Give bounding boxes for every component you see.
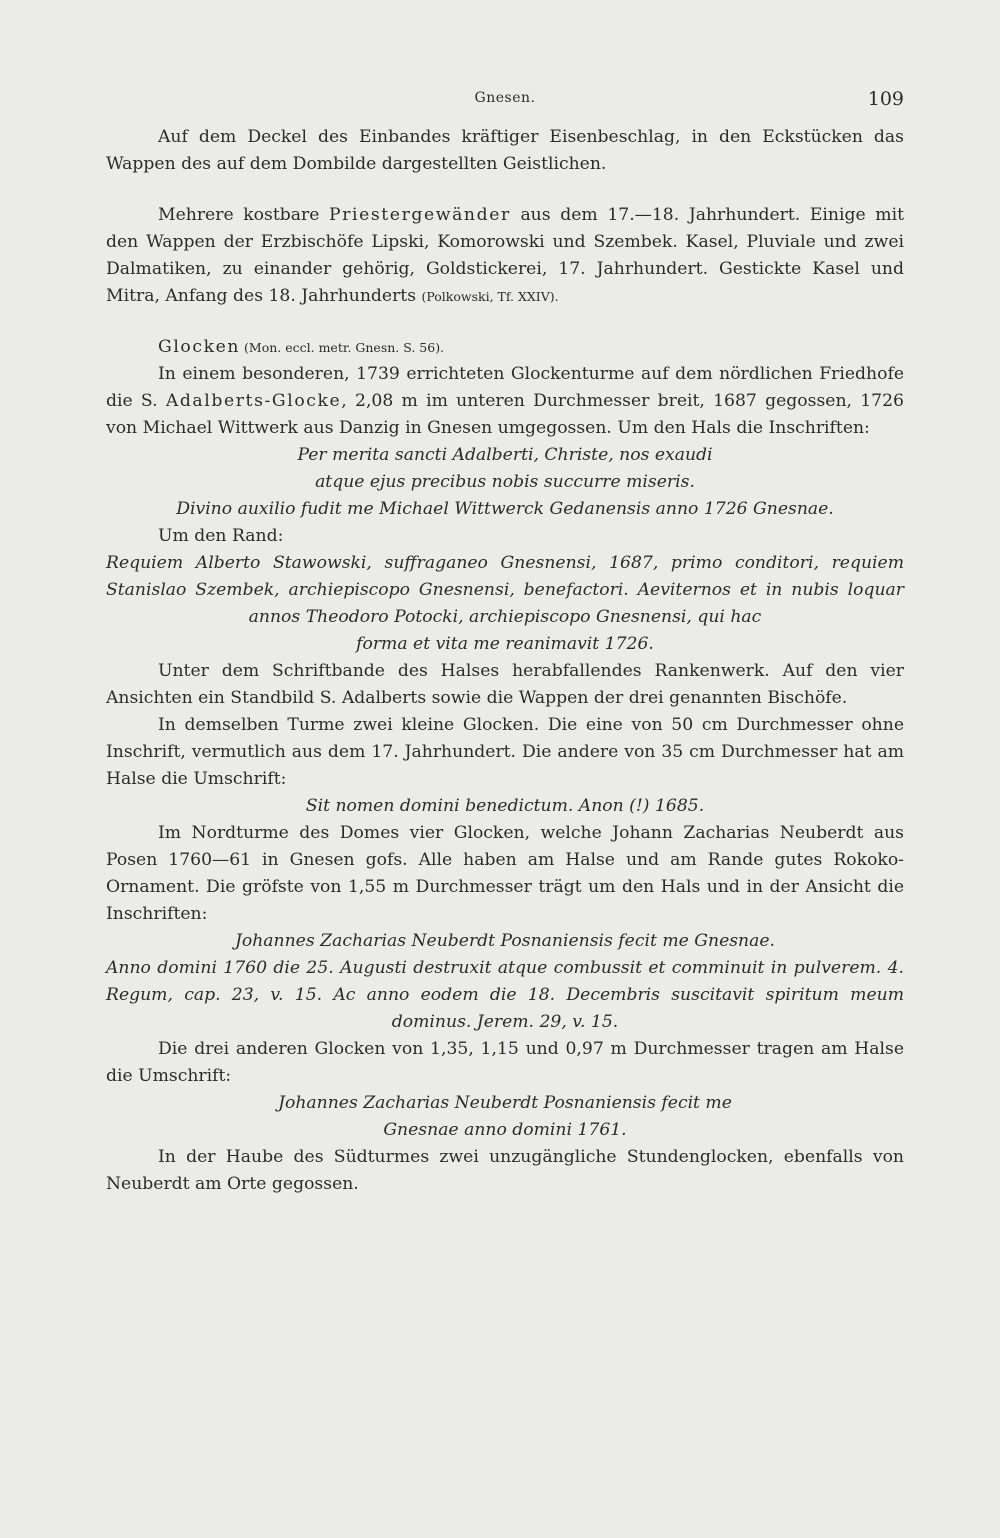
paragraph-text: aus dem 17.—18. Jahrhundert. Einige mit den Wappen der Erzbischöfe Lipski, Komorowski und Szembek. Kasel, Pluviale und zwei Dalmatiken, zu einander gehörig, Goldstickerei, 17. Jahrhundert. Gestickte Kasel und Mitra, Anfang des 18. Jahrhunderts — [106, 205, 904, 306]
page-number: 109 — [867, 88, 904, 110]
inscription-line: Johannes Zacharias Neuberdt Posnaniensis fecit me — [278, 1093, 732, 1113]
inscription-rand: Requiem Alberto Stawowski, suffraganeo Gnesnensi, 1687, primo conditori, requiem Stanislao Szembek, archiepiscopo Gnesnensi, benefactori. Aeviternos et in nubis loquar annos Theodoro Potocki, archiepiscopo Gnesnensi, qui hac — [106, 553, 904, 627]
inscription-line: forma et vita me reanimavit 1726. — [356, 634, 654, 654]
paragraph-suedturm: In der Haube des Südturmes zwei unzugängliche Stundenglocken, ebenfalls von Neuberdt am Orte gegossen. — [106, 1147, 904, 1194]
paragraph-kleine-glocken: In demselben Turme zwei kleine Glocken. Die eine von 50 cm Durchmesser ohne Inschrift, vermutlich aus dem 17. Jahrhundert. Die andere von 35 cm Durchmesser hat am Halse die Umschrift: — [106, 715, 904, 789]
reference-mon-eccl: (Mon. eccl. metr. Gnesn. S. 56). — [240, 340, 445, 355]
running-title: Gnesen. — [474, 90, 536, 106]
heading-glocken — [106, 334, 904, 361]
paragraph-lead: Mehrere kostbare — [158, 205, 330, 225]
paragraph-adalberts-glocke — [106, 361, 904, 442]
inscription-line: atque ejus precibus nobis succurre miseris. — [315, 472, 695, 492]
paragraph-rand: Um den Rand: — [158, 526, 284, 546]
keyword-adalberts-glocke: Adalberts-Glocke — [165, 391, 342, 411]
inscription-line: Gnesnae anno domini 1761. — [383, 1120, 627, 1140]
inscription-line: Per merita sancti Adalberti, Christe, nos exaudi — [297, 445, 713, 465]
inscription-line: Divino auxilio fudit me Michael Wittwerck Gedanensis anno 1726 Gnesnae. — [176, 499, 834, 519]
paragraph-drei-glocken: Die drei anderen Glocken von 1,35, 1,15 und 0,97 m Durchmesser tragen am Halse die Umschrift: — [106, 1039, 904, 1086]
keyword-priestergewaender: Priestergewänder — [329, 205, 511, 225]
reference-polkowski: (Polkowski, Tf. XXIV). — [421, 289, 559, 304]
inscription-block: Anno domini 1760 die 25. Augusti destruxit atque combussit et comminuit in pulverem. 4. Regum, cap. 23, v. 15. Ac anno eodem die 18. Decembris suscitavit spiritum meum dominus. Jerem. 29, v. 15. — [106, 958, 904, 1032]
paragraph-rankenwerk: Unter dem Schriftbande des Halses herabfallendes Rankenwerk. Auf den vier Ansichten ein Standbild S. Adalberts sowie die Wappen der drei genannten Bischöfe. — [106, 661, 904, 708]
inscription-line: Johannes Zacharias Neuberdt Posnaniensis fecit me Gnesnae. — [234, 931, 776, 951]
paragraph-lead: In einem besonderen, 1739 errichteten Glockenturme auf dem nördlichen Friedhofe die S. — [106, 364, 904, 411]
page-body — [106, 124, 904, 1198]
paragraph-text: , 2,08 m im unteren Durchmesser breit, 1687 gegossen, 1726 von Michael Wittwerk aus Danzig in Gnesen umgegossen. Um den Hals die Inschriften: — [106, 391, 904, 438]
inscription-line: Sit nomen domini benedictum. Anon (!) 1685. — [305, 796, 705, 816]
page-header — [106, 88, 904, 114]
paragraph-einband: Auf dem Deckel des Einbandes kräftiger Eisenbeschlag, in den Eckstücken das Wappen des auf dem Dombilde dargestellten Geistlichen. — [106, 127, 904, 174]
section-title-glocken: Glocken — [158, 337, 241, 357]
paragraph-nordturm: Im Nordturme des Domes vier Glocken, welche Johann Zacharias Neuberdt aus Posen 1760—61 in Gnesen gofs. Alle haben am Halse und am Rande gutes Rokoko-Ornament. Die gröfste von 1,55 m Durchmesser trägt um den Hals und in der Ansicht die Inschriften: — [106, 823, 904, 924]
paragraph-priestergewaender — [106, 202, 904, 310]
